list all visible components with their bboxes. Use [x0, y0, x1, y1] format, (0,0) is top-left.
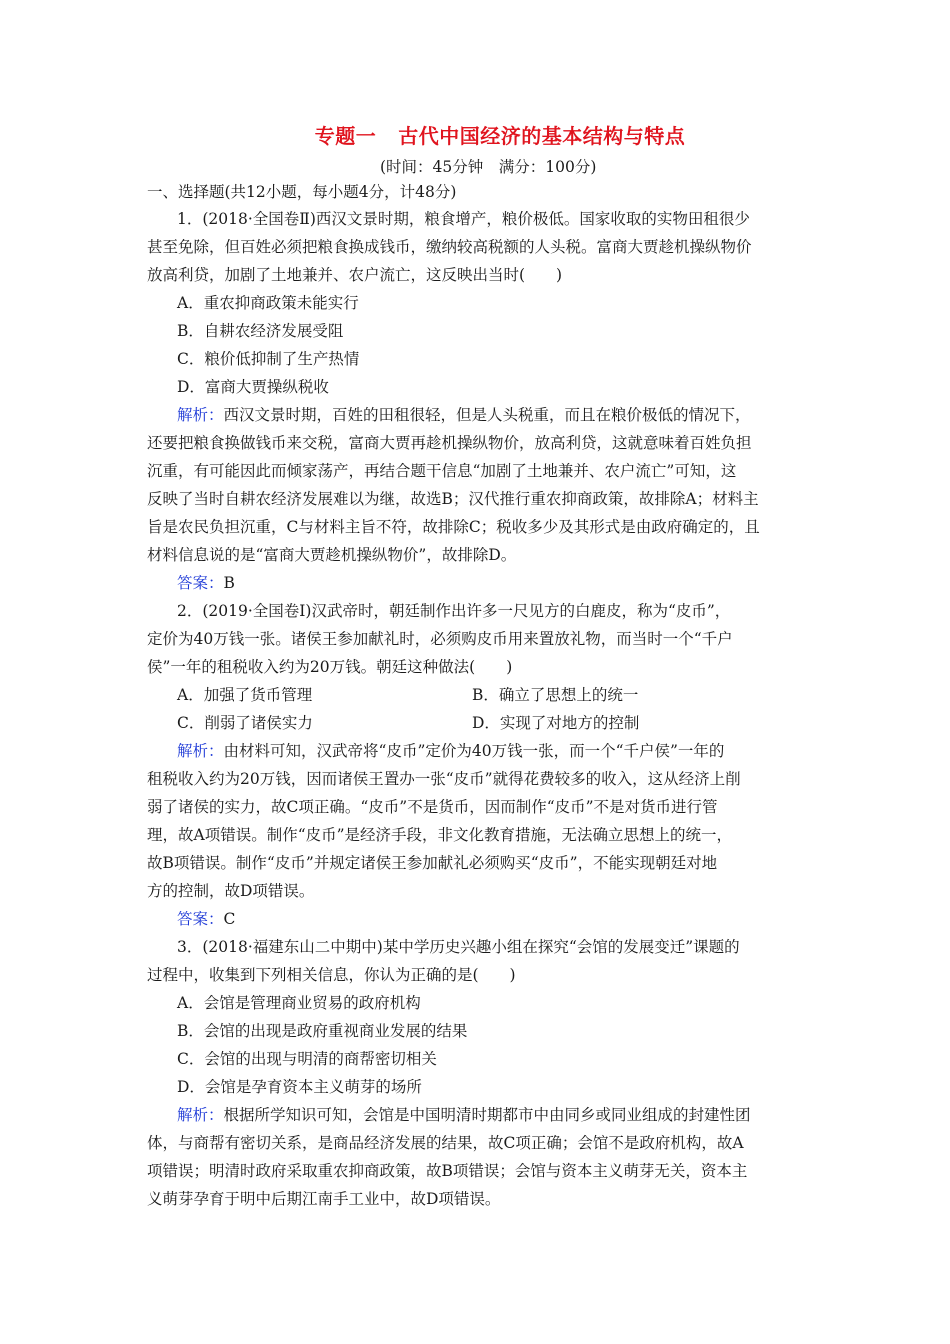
q3-analysis — [177, 1105, 807, 1125]
q3-option-a: A．会馆是管理商业贸易的政府机构 — [177, 994, 421, 1012]
q3-line: 3．(2018·福建东山二中期中)某中学历史兴趣小组在探究“会馆的发展变迁”课题的 — [177, 938, 740, 956]
q1-line: 放高利贷，加剧了土地兼并、农户流亡，这反映出当时( ) — [147, 266, 563, 284]
title-part1: 专题一 — [314, 124, 377, 148]
q3-option-d: D．会馆是孕育资本主义萌芽的场所 — [177, 1078, 422, 1096]
q2-analysis — [177, 741, 807, 761]
analysis-text: 根据所学知识可知，会馆是中国明清时期都市中由同乡或同业组成的封建性团 — [223, 1106, 751, 1124]
q1-analysis-line: 材料信息说的是“富商大贾趁机操纵物价”，故排除D。 — [147, 546, 517, 564]
analysis-text: 西汉文景时期，百姓的田租很轻，但是人头税重，而且在粮价极低的情况下， — [223, 406, 751, 424]
answer-label: 答案： — [177, 574, 224, 592]
q1-answer — [177, 573, 807, 593]
q1-analysis-line: 反映了当时自耕农经济发展难以为继，故选B；汉代推行重农抑商政策，故排除A；材料主 — [147, 490, 759, 508]
q1-option-c: C．粮价低抑制了生产热情 — [177, 350, 360, 368]
q2-option-c: C．削弱了诸侯实力 — [177, 714, 313, 732]
analysis-label: 解析： — [177, 1106, 224, 1124]
section-heading: 一、选择题(共12小题，每小题4分，计48分) — [147, 183, 457, 201]
q2-option-d: D．实现了对地方的控制 — [472, 714, 640, 732]
q1-option-b: B．自耕农经济发展受阻 — [177, 322, 344, 340]
q2-analysis-line: 理，故A项错误。制作“皮币”是经济手段，非文化教育措施，无法确立思想上的统一， — [147, 826, 733, 844]
q2-analysis-line: 弱了诸侯的实力，故C项正确。“皮币”不是货币，因而制作“皮币”不是对货币进行管 — [147, 798, 718, 816]
q2-analysis-line: 故B项错误。制作“皮币”并规定诸侯王参加献礼必须购买“皮币”，不能实现朝廷对地 — [147, 854, 718, 872]
subtitle: (时间：45分钟 满分：100分) — [380, 158, 597, 176]
q1-analysis-line: 旨是农民负担沉重，C与材料主旨不符，故排除C；税收多少及其形式是由政府确定的，且 — [147, 518, 760, 536]
q2-line: 侯”一年的租税收入约为20万钱。朝廷这种做法( ) — [147, 658, 513, 676]
q3-option-c: C．会馆的出现与明清的商帮密切相关 — [177, 1050, 437, 1068]
q2-analysis-line: 租税收入约为20万钱，因而诸侯王置办一张“皮币”就得花费较多的收入，这从经济上削 — [147, 770, 741, 788]
analysis-text: 由材料可知，汉武帝将“皮币”定价为40万钱一张，而一个“千户侯”一年的 — [223, 742, 725, 760]
q1-analysis-line: 还要把粮食换做钱币来交税，富商大贾再趁机操纵物价，放高利贷，这就意味着百姓负担 — [147, 434, 752, 452]
q1-line: 1．(2018·全国卷Ⅱ)西汉文景时期，粮食增产，粮价极低。国家收取的实物田租很少 — [177, 210, 750, 228]
q2-options-row — [177, 685, 807, 705]
analysis-label: 解析： — [177, 742, 224, 760]
q1-analysis-line: 沉重，有可能因此而倾家荡产，再结合题干信息“加剧了土地兼并、农户流亡”可知，这 — [147, 462, 737, 480]
answer-value: B — [223, 574, 235, 592]
q2-line: 2．(2019·全国卷Ⅰ)汉武帝时，朝廷制作出许多一尺见方的白鹿皮，称为“皮币”， — [177, 602, 731, 620]
q2-options-row — [177, 713, 807, 733]
answer-value: C — [223, 910, 236, 928]
q3-analysis-line: 义萌芽孕育于明中后期江南手工业中，故D项错误。 — [147, 1190, 501, 1208]
q2-option-b: B．确立了思想上的统一 — [472, 686, 639, 704]
page-title — [0, 120, 950, 149]
q1-line: 甚至免除，但百姓必须把粮食换成钱币，缴纳较高税额的人头税。富商大贾趁机操纵物价 — [147, 238, 752, 256]
q1-analysis — [177, 405, 807, 425]
q3-analysis-line: 项错误；明清时政府采取重农抑商政策，故B项错误；会馆与资本主义萌芽无关，资本主 — [147, 1162, 748, 1180]
q2-option-a: A．加强了货币管理 — [177, 686, 313, 704]
q2-analysis-line: 方的控制，故D项错误。 — [147, 882, 315, 900]
q1-option-d: D．富商大贾操纵税收 — [177, 378, 329, 396]
answer-label: 答案： — [177, 910, 224, 928]
q3-option-b: B．会馆的出现是政府重视商业发展的结果 — [177, 1022, 468, 1040]
q3-line: 过程中，收集到下列相关信息，你认为正确的是( ) — [147, 966, 516, 984]
q1-option-a: A．重农抑商政策未能实行 — [177, 294, 359, 312]
title-part2: 古代中国经济的基本结构与特点 — [398, 124, 686, 148]
analysis-label: 解析： — [177, 406, 224, 424]
q3-analysis-line: 体，与商帮有密切关系，是商品经济发展的结果，故C项正确；会馆不是政府机构，故A — [147, 1134, 744, 1152]
q2-line: 定价为40万钱一张。诸侯王参加献礼时，必须购皮币用来置放礼物，而当时一个“千户 — [147, 630, 733, 648]
q2-answer — [177, 909, 807, 929]
